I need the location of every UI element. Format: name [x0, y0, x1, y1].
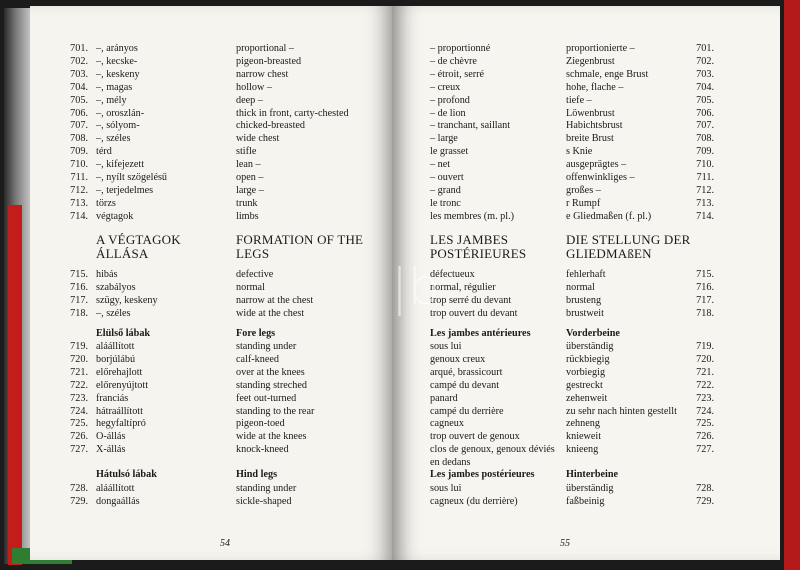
- french-term: – large: [430, 133, 458, 145]
- german-term: Ziegenbrust: [566, 55, 615, 67]
- hungarian-term: –, keskeny: [96, 68, 140, 80]
- entry-number: 705.: [696, 94, 714, 106]
- english-term: thick in front, carty-chested: [236, 107, 349, 119]
- entry-number: 723.: [696, 392, 714, 404]
- german-term: zu sehr nach hinten gestellt: [566, 405, 677, 417]
- french-term: trop ouvert de genoux: [430, 431, 520, 443]
- hungarian-term: térd: [96, 146, 112, 158]
- english-term: knock-kneed: [236, 444, 289, 456]
- hungarian-term: –, mély: [96, 94, 127, 106]
- book-cover-right-edge: [784, 0, 800, 570]
- english-term: standing under: [236, 483, 297, 494]
- english-term: standing under: [236, 341, 297, 352]
- entry-number: 704.: [70, 81, 88, 93]
- german-term: r Rumpf: [566, 197, 601, 209]
- german-term: breite Brust: [566, 133, 614, 145]
- subheading-de: Vorderbeine: [566, 328, 620, 339]
- english-term: standing to the rear: [236, 405, 315, 417]
- french-term: – de lion: [430, 107, 466, 119]
- hungarian-term: –, magas: [96, 81, 133, 93]
- english-term: pigeon-breasted: [236, 55, 302, 67]
- english-term: standing streched: [236, 379, 308, 391]
- german-term: vorbiegig: [566, 366, 606, 378]
- section-heading-hu: ÁLLÁSA: [96, 246, 149, 261]
- watermark-logo: |b: [391, 258, 440, 316]
- french-term: – grand: [430, 184, 461, 196]
- entry-number: 716.: [70, 281, 88, 293]
- english-term: chicked-breasted: [236, 120, 306, 132]
- german-term: knieeng: [566, 444, 599, 456]
- german-term: Löwenbrust: [566, 107, 615, 119]
- english-term: stifle: [236, 146, 257, 158]
- hungarian-term: aláállított: [96, 341, 135, 352]
- entry-number: 705.: [70, 94, 88, 106]
- entry-number: 708.: [70, 133, 88, 145]
- german-term: brusteng: [566, 294, 602, 306]
- hungarian-term: –, terjedelmes: [96, 184, 154, 196]
- hungarian-term: –, arányos: [96, 43, 138, 54]
- entry-number: 714.: [696, 210, 714, 222]
- entry-number: 725.: [70, 418, 88, 430]
- entry-number: 701.: [696, 43, 714, 54]
- entry-number: 715.: [70, 269, 88, 280]
- french-term: campé du derrière: [430, 405, 504, 417]
- entry-number: 712.: [70, 184, 88, 196]
- entry-number: 721.: [696, 366, 714, 378]
- hungarian-term: aláállított: [96, 483, 135, 494]
- hungarian-term: előrehajlott: [96, 366, 143, 378]
- english-term: defective: [236, 269, 274, 280]
- subheading-hu: Elülső lábak: [96, 328, 151, 339]
- english-term: wide at the knees: [236, 431, 307, 443]
- left-page: [30, 6, 392, 560]
- entry-number: 729.: [696, 495, 714, 507]
- german-term: brustweit: [566, 307, 604, 319]
- german-term: hohe, flache –: [566, 81, 624, 93]
- english-term: narrow chest: [236, 68, 289, 80]
- german-term: proportionierte –: [566, 43, 635, 54]
- entry-number: 701.: [70, 43, 88, 54]
- french-term: trop ouvert du devant: [430, 307, 518, 319]
- hungarian-term: hibás: [96, 269, 118, 280]
- entry-number: 711.: [70, 172, 88, 183]
- cover-red-band: [8, 205, 22, 565]
- english-term: large –: [236, 184, 264, 196]
- entry-number: 711.: [696, 172, 714, 183]
- english-term: feet out-turned: [236, 392, 297, 404]
- entry-number: 724.: [696, 405, 714, 417]
- subheading-fr: Les jambes postérieures: [430, 469, 535, 480]
- french-term: le tronc: [430, 197, 461, 209]
- entry-number: 724.: [70, 405, 88, 417]
- french-term: – de chèvre: [430, 55, 477, 67]
- hungarian-term: végtagok: [96, 210, 134, 222]
- subheading-hu: Hátulsó lábak: [96, 469, 157, 480]
- french-term: – profond: [430, 94, 470, 106]
- entry-number: 722.: [70, 379, 88, 391]
- german-term: ausgeprägtes –: [566, 159, 627, 171]
- hungarian-term: –, sólyom-: [96, 120, 140, 132]
- french-term: trop serré du devant: [430, 294, 512, 306]
- german-term: tiefe –: [566, 94, 592, 106]
- french-term: défectueux: [430, 269, 475, 280]
- entry-number: 717.: [696, 294, 714, 306]
- hungarian-term: szabályos: [96, 281, 136, 293]
- hungarian-term: –, széles: [96, 133, 131, 145]
- german-term: offenwinkliges –: [566, 172, 635, 183]
- german-term: fehlerhaft: [566, 269, 606, 280]
- entry-number: 709.: [696, 146, 714, 158]
- entry-number: 712.: [696, 184, 714, 196]
- section-heading-fr: POSTÉRIEURES: [430, 246, 527, 261]
- entry-number: 722.: [696, 379, 714, 391]
- english-term: sickle-shaped: [236, 495, 292, 507]
- hungarian-term: franciás: [96, 392, 129, 404]
- entry-number: 716.: [696, 281, 714, 293]
- entry-number: 717.: [70, 294, 88, 306]
- french-term: – net: [430, 159, 451, 171]
- german-term: zehneng: [566, 418, 600, 430]
- german-term: zehenweit: [566, 392, 608, 404]
- entry-number: 715.: [696, 269, 714, 280]
- page-number: 54: [220, 538, 230, 549]
- french-term: le grasset: [430, 146, 469, 158]
- french-term: les membres (m. pl.): [430, 210, 515, 222]
- french-term: sous lui: [430, 341, 462, 352]
- hungarian-term: –, nyílt szögelésű: [96, 172, 168, 183]
- english-term: normal: [236, 281, 265, 293]
- english-term: pigeon-toed: [236, 418, 285, 430]
- hungarian-term: dongaállás: [96, 495, 140, 507]
- french-term: cagneux (du derrière): [430, 495, 518, 507]
- french-term: – proportionné: [430, 43, 491, 54]
- english-term: narrow at the chest: [236, 294, 314, 306]
- entry-number: 714.: [70, 210, 88, 222]
- french-term: campé du devant: [430, 379, 500, 391]
- entry-number: 720.: [696, 353, 714, 365]
- french-term: en dedans: [430, 457, 471, 469]
- german-term: Habichtsbrust: [566, 120, 623, 132]
- section-heading-en: FORMATION OF THE: [236, 232, 364, 247]
- entry-number: 703.: [696, 68, 714, 80]
- right-page: [392, 6, 780, 560]
- entry-number: 710.: [70, 159, 88, 171]
- french-term: panard: [430, 392, 458, 404]
- german-term: s Knie: [566, 146, 593, 158]
- entry-number: 704.: [696, 81, 714, 93]
- french-term: – tranchant, saillant: [430, 120, 511, 132]
- hungarian-term: hegyfaltípró: [96, 418, 146, 430]
- entry-number: 709.: [70, 146, 88, 158]
- german-term: großes –: [566, 184, 601, 196]
- french-term: sous lui: [430, 483, 462, 494]
- subheading-fr: Les jambes antérieures: [430, 328, 531, 339]
- german-term: knieweit: [566, 431, 602, 443]
- german-term: faßbeinig: [566, 495, 605, 507]
- subheading-en: Fore legs: [236, 328, 276, 339]
- entry-number: 702.: [696, 55, 714, 67]
- entry-number: 728.: [696, 483, 714, 494]
- entry-number: 706.: [696, 107, 714, 119]
- french-term: arqué, brassicourt: [430, 366, 503, 378]
- english-term: open –: [236, 172, 264, 183]
- entry-number: 708.: [696, 133, 714, 145]
- english-term: calf-kneed: [236, 353, 279, 365]
- french-term: – étroit, serré: [430, 68, 485, 80]
- entry-number: 723.: [70, 392, 88, 404]
- entry-number: 718.: [70, 307, 88, 319]
- section-heading-hu: A VÉGTAGOK: [96, 232, 181, 247]
- section-heading-fr: LES JAMBES: [430, 232, 509, 247]
- entry-number: 702.: [70, 55, 88, 67]
- french-term: clos de genoux, genoux déviés: [430, 444, 555, 456]
- french-term: – creux: [430, 81, 461, 93]
- entry-number: 729.: [70, 495, 88, 507]
- section-heading-de: DIE STELLUNG DER: [566, 232, 691, 247]
- hungarian-term: előrenyújtott: [96, 379, 149, 391]
- german-term: gestreckt: [566, 379, 603, 391]
- entry-number: 720.: [70, 353, 88, 365]
- german-term: rückbiegig: [566, 353, 610, 365]
- french-term: normal, régulier: [430, 281, 496, 293]
- hungarian-term: O-állás: [96, 431, 126, 443]
- english-term: deep –: [236, 94, 263, 106]
- entry-number: 726.: [70, 431, 88, 443]
- entry-number: 719.: [70, 341, 88, 352]
- subheading-en: Hind legs: [236, 469, 278, 480]
- english-term: trunk: [236, 197, 258, 209]
- german-term: normal: [566, 281, 595, 293]
- english-term: limbs: [236, 210, 259, 222]
- english-term: hollow –: [236, 81, 272, 93]
- entry-number: 706.: [70, 107, 88, 119]
- german-term: überständig: [566, 483, 614, 494]
- hungarian-term: X-állás: [96, 444, 126, 456]
- entry-number: 727.: [70, 444, 88, 456]
- entry-number: 713.: [696, 197, 714, 209]
- english-term: over at the knees: [236, 366, 305, 378]
- entry-number: 721.: [70, 366, 88, 378]
- entry-number: 727.: [696, 444, 714, 456]
- entry-number: 703.: [70, 68, 88, 80]
- entry-number: 710.: [696, 159, 714, 171]
- entry-number: 718.: [696, 307, 714, 319]
- section-heading-en: LEGS: [236, 246, 270, 261]
- section-heading-de: GLIEDMAßEN: [566, 246, 652, 261]
- entry-number: 707.: [70, 120, 88, 132]
- entry-number: 728.: [70, 483, 88, 494]
- entry-number: 725.: [696, 418, 714, 430]
- french-term: genoux creux: [430, 353, 486, 365]
- hungarian-term: –, széles: [96, 307, 131, 319]
- english-term: wide chest: [236, 133, 280, 145]
- entry-number: 726.: [696, 431, 714, 443]
- german-term: schmale, enge Brust: [566, 68, 649, 80]
- hungarian-term: –, kecske-: [96, 55, 138, 67]
- hungarian-term: szügy, keskeny: [96, 294, 158, 306]
- english-term: wide at the chest: [236, 307, 305, 319]
- hungarian-term: –, oroszlán-: [96, 107, 145, 119]
- entry-number: 713.: [70, 197, 88, 209]
- entry-number: 707.: [696, 120, 714, 132]
- french-term: – ouvert: [430, 172, 464, 183]
- entry-number: 719.: [696, 341, 714, 352]
- english-term: lean –: [236, 159, 261, 171]
- subheading-de: Hinterbeine: [566, 469, 619, 480]
- hungarian-term: törzs: [96, 197, 116, 209]
- hungarian-term: –, kifejezett: [96, 159, 145, 171]
- french-term: cagneux: [430, 418, 464, 430]
- german-term: e Gliedmaßen (f. pl.): [566, 210, 652, 222]
- page-number: 55: [560, 538, 570, 549]
- hungarian-term: hátraállított: [96, 405, 143, 417]
- english-term: proportional –: [236, 43, 295, 54]
- hungarian-term: borjúlábú: [96, 353, 136, 365]
- german-term: überständig: [566, 341, 614, 352]
